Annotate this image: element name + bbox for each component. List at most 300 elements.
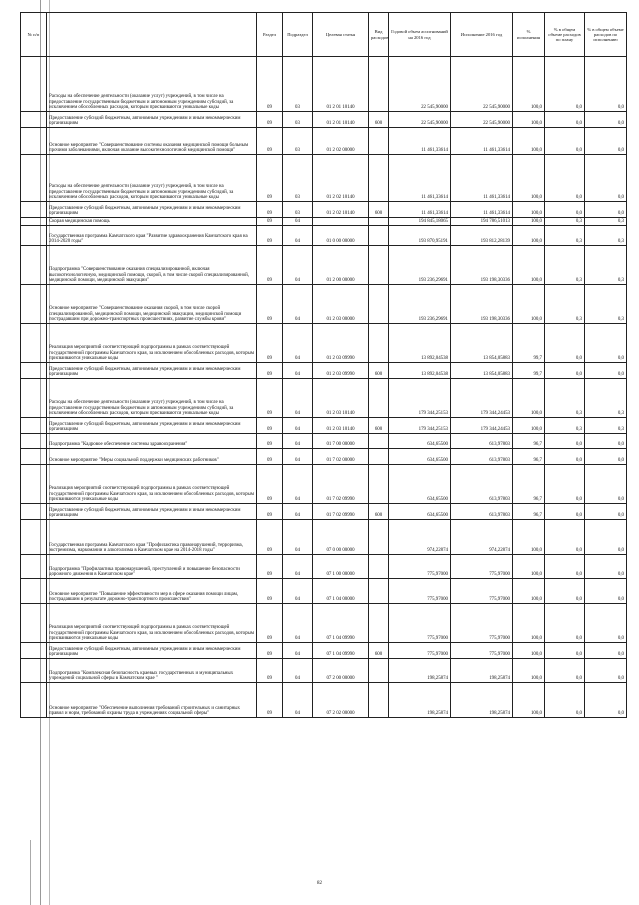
- cell-plan: 194 845,18065: [389, 218, 451, 226]
- cell-vr: 600: [369, 202, 389, 218]
- table-row: [21, 218, 627, 226]
- cell-share-isp: 0,0: [585, 643, 627, 659]
- cell-podrazdel: 04: [283, 520, 313, 555]
- table-row: [21, 155, 627, 202]
- cell-num: [21, 246, 47, 285]
- cell-name: Расходы на обеспечение деятельности (оказание услуг) учреждений, в том числе на предоставление государственным бюджетным и автономным учреждениям субсидий, за исключением обособленных расходов, которым присваиваются уникальные коды: [47, 57, 257, 112]
- cell-isp: 775,97000: [451, 555, 513, 579]
- cell-share-isp: 0,0: [585, 202, 627, 218]
- cell-pct: 100,0: [513, 379, 545, 418]
- cell-plan: 775,97000: [389, 555, 451, 579]
- cell-num: [21, 379, 47, 418]
- cell-pct: 100,0: [513, 112, 545, 128]
- cell-vr: [369, 57, 389, 112]
- cell-plan: 179 344,25153: [389, 418, 451, 434]
- cell-razdel: 09: [257, 683, 283, 718]
- cell-podrazdel: 04: [283, 659, 313, 683]
- cell-cs: 07 1 00 00000: [313, 555, 369, 579]
- cell-plan: 13 892,04538: [389, 324, 451, 363]
- cell-isp: 193 198,30336: [451, 246, 513, 285]
- table-row: [21, 226, 627, 246]
- cell-vr: [369, 604, 389, 643]
- cell-razdel: 09: [257, 246, 283, 285]
- cell-cs: 01 7 02 09990: [313, 504, 369, 520]
- cell-num: [21, 218, 47, 226]
- cell-cs: 01 7 02 00000: [313, 449, 369, 465]
- cell-razdel: 09: [257, 643, 283, 659]
- cell-podrazdel: 04: [283, 218, 313, 226]
- cell-razdel: 09: [257, 218, 283, 226]
- cell-podrazdel: 03: [283, 155, 313, 202]
- table-row: [21, 643, 627, 659]
- cell-plan: 974,22874: [389, 520, 451, 555]
- cell-plan: 775,97000: [389, 643, 451, 659]
- cell-vr: [369, 226, 389, 246]
- table-row: [21, 379, 627, 418]
- cell-podrazdel: 04: [283, 363, 313, 379]
- header-plan: Годовой объем ассигнований на 2016 год: [389, 13, 451, 57]
- cell-pct: 100,0: [513, 226, 545, 246]
- cell-name: Основное мероприятие "Обеспечение выполнения требований строительных и санитарных правил и норм, требований охраны труда в учреждениях социальной сферы": [47, 683, 257, 718]
- cell-vr: 600: [369, 643, 389, 659]
- page-number: 82: [317, 881, 322, 886]
- cell-razdel: 09: [257, 57, 283, 112]
- table-row: [21, 449, 627, 465]
- cell-cs: 07 1 04 09990: [313, 643, 369, 659]
- cell-vr: 600: [369, 504, 389, 520]
- cell-share-plan: 0,3: [545, 418, 585, 434]
- cell-share-plan: 0,0: [545, 202, 585, 218]
- cell-isp: 775,97000: [451, 643, 513, 659]
- cell-pct: 96,7: [513, 465, 545, 504]
- cell-cs: 01 2 02 10140: [313, 202, 369, 218]
- cell-podrazdel: 04: [283, 465, 313, 504]
- cell-razdel: 09: [257, 226, 283, 246]
- cell-plan: 11 461,33614: [389, 155, 451, 202]
- cell-plan: 11 461,33614: [389, 202, 451, 218]
- cell-podrazdel: 03: [283, 128, 313, 155]
- cell-razdel: 09: [257, 604, 283, 643]
- cell-isp: 193 198,30336: [451, 285, 513, 324]
- cell-podrazdel: 04: [283, 226, 313, 246]
- cell-pct: 100,0: [513, 155, 545, 202]
- cell-isp: 198,25874: [451, 683, 513, 718]
- cell-name: Основное мероприятие "Меры социальной поддержки медицинских работников": [47, 449, 257, 465]
- cell-share-plan: 0,0: [545, 555, 585, 579]
- cell-isp: 193 812,28139: [451, 226, 513, 246]
- cell-vr: [369, 465, 389, 504]
- cell-name: Предоставление субсидий бюджетным, автономным учреждениям и иным некоммерческим организациям: [47, 363, 257, 379]
- cell-razdel: 09: [257, 285, 283, 324]
- cell-pct: 99,7: [513, 363, 545, 379]
- cell-cs: 01 2 02 10140: [313, 155, 369, 202]
- cell-share-plan: 0,0: [545, 112, 585, 128]
- cell-isp: 613,97803: [451, 434, 513, 449]
- cell-vr: [369, 520, 389, 555]
- cell-num: [21, 155, 47, 202]
- cell-isp: 179 344,24453: [451, 418, 513, 434]
- cell-name: Реализация мероприятий соответствующей подпрограммы в рамках соответствующей государственной программы Камчатского края, за исключением обособленных расходов, которым присваиваются уникальные коды: [47, 604, 257, 643]
- cell-pct: 100,0: [513, 285, 545, 324]
- cell-name: Подпрограмма "Совершенствование оказания специализированной, включая высокотехнологичную, медицинской помощи, скорой, в том числе скорой специализированной, медицинской помощи, медицинской эвакуации": [47, 246, 257, 285]
- header-name: [47, 13, 257, 57]
- cell-cs: 01 2 03 09990: [313, 324, 369, 363]
- cell-pct: 100,0: [513, 659, 545, 683]
- cell-num: [21, 418, 47, 434]
- table-row: [21, 604, 627, 643]
- cell-cs: 07 2 02 00000: [313, 683, 369, 718]
- cell-share-plan: 0,0: [545, 57, 585, 112]
- cell-razdel: 09: [257, 465, 283, 504]
- cell-name: Основное мероприятие "Повышение эффективности мер в сфере оказания помощи лицам, пострадавшим в результате дорожно-транспортного происшествия": [47, 579, 257, 604]
- cell-cs: 01 2 01 10140: [313, 57, 369, 112]
- cell-num: [21, 520, 47, 555]
- cell-isp: 613,97803: [451, 504, 513, 520]
- cell-num: [21, 604, 47, 643]
- cell-podrazdel: 03: [283, 202, 313, 218]
- cell-share-plan: 0,0: [545, 363, 585, 379]
- cell-pct: 100,0: [513, 418, 545, 434]
- cell-name: Государственная программа Камчатского края "Профилактика правонарушений, терроризма, экстремизма, наркомании и алкоголизма в Камчатском крае на 2014-2018 годы": [47, 520, 257, 555]
- cell-razdel: 09: [257, 202, 283, 218]
- cell-num: [21, 226, 47, 246]
- cell-share-plan: 0,0: [545, 465, 585, 504]
- cell-vr: [369, 379, 389, 418]
- cell-plan: 11 461,33614: [389, 128, 451, 155]
- cell-isp: 22 545,90000: [451, 112, 513, 128]
- cell-cs: 01 2 03 09990: [313, 363, 369, 379]
- table-row: [21, 579, 627, 604]
- cell-vr: [369, 285, 389, 324]
- table-row: [21, 683, 627, 718]
- cell-podrazdel: 04: [283, 504, 313, 520]
- cell-razdel: 09: [257, 555, 283, 579]
- cell-razdel: 09: [257, 504, 283, 520]
- cell-share-isp: 0,3: [585, 379, 627, 418]
- cell-podrazdel: 04: [283, 555, 313, 579]
- cell-share-isp: 0,3: [585, 226, 627, 246]
- table-header-row: [21, 13, 627, 57]
- cell-razdel: 09: [257, 155, 283, 202]
- cell-name: Реализация мероприятий соответствующей подпрограммы в рамках соответствующей государственной программы Камчатского края, за исключением обособленных расходов, которым присваиваются уникальные коды: [47, 324, 257, 363]
- cell-podrazdel: 04: [283, 643, 313, 659]
- cell-share-isp: 0,3: [585, 246, 627, 285]
- cell-share-isp: 0,0: [585, 449, 627, 465]
- cell-podrazdel: 04: [283, 246, 313, 285]
- cell-isp: 11 461,33614: [451, 202, 513, 218]
- cell-name: Основное мероприятие "Совершенствование системы оказания медицинской помощи больным прочими заболеваниями, включая оказание высокотехнологичной медицинской помощи": [47, 128, 257, 155]
- cell-name: Предоставление субсидий бюджетным, автономным учреждениям и иным некоммерческим организациям: [47, 504, 257, 520]
- cell-share-plan: 0,0: [545, 604, 585, 643]
- cell-share-isp: 0,0: [585, 434, 627, 449]
- cell-cs: 01 2 03 00000: [313, 285, 369, 324]
- cell-name: Предоставление субсидий бюджетным, автономным учреждениям и иным некоммерческим организациям: [47, 202, 257, 218]
- table-row: [21, 246, 627, 285]
- cell-share-isp: 0,0: [585, 520, 627, 555]
- cell-name: Скорая медицинская помощь: [47, 218, 257, 226]
- cell-razdel: 09: [257, 324, 283, 363]
- cell-share-isp: 0,3: [585, 418, 627, 434]
- cell-share-plan: 0,3: [545, 246, 585, 285]
- header-vr: Вид расходов: [369, 13, 389, 57]
- cell-name: Подпрограмма "Комплексная безопасность краевых государственных и муниципальных учреждений социальной сферы в Камчатском крае ": [47, 659, 257, 683]
- cell-vr: 600: [369, 363, 389, 379]
- cell-vr: [369, 449, 389, 465]
- cell-isp: 13 854,05883: [451, 324, 513, 363]
- cell-share-plan: 0,0: [545, 434, 585, 449]
- cell-pct: 100,0: [513, 555, 545, 579]
- cell-plan: 775,97000: [389, 579, 451, 604]
- cell-share-plan: 0,0: [545, 449, 585, 465]
- table-row: [21, 324, 627, 363]
- cell-pct: 96,7: [513, 504, 545, 520]
- cell-isp: 11 461,33614: [451, 128, 513, 155]
- cell-share-plan: 0,0: [545, 128, 585, 155]
- header-pct: % исполнения: [513, 13, 545, 57]
- cell-pct: 100,0: [513, 683, 545, 718]
- cell-share-plan: 0,0: [545, 643, 585, 659]
- header-share-plan: % в общем объеме расходов по плану: [545, 13, 585, 57]
- cell-razdel: 09: [257, 379, 283, 418]
- budget-table: [20, 12, 627, 718]
- cell-name: Подпрограмма "Кадровое обеспечение системы здравоохранения": [47, 434, 257, 449]
- cell-cs: 07 1 04 00000: [313, 579, 369, 604]
- cell-podrazdel: 04: [283, 434, 313, 449]
- cell-share-isp: 0,3: [585, 218, 627, 226]
- cell-vr: [369, 555, 389, 579]
- cell-podrazdel: 04: [283, 418, 313, 434]
- cell-share-isp: 0,0: [585, 659, 627, 683]
- cell-vr: [369, 434, 389, 449]
- cell-name: Реализация мероприятий соответствующей подпрограммы в рамках соответствующей государственной программы Камчатского края, за исключением обособленных расходов, которым присваиваются уникальные коды: [47, 465, 257, 504]
- cell-vr: [369, 324, 389, 363]
- cell-share-isp: 0,0: [585, 363, 627, 379]
- cell-plan: 193 236,29691: [389, 246, 451, 285]
- header-podrazdel: Подраздел: [283, 13, 313, 57]
- cell-plan: 198,25874: [389, 683, 451, 718]
- cell-vr: [369, 246, 389, 285]
- cell-pct: 100,0: [513, 643, 545, 659]
- cell-name: Предоставление субсидий бюджетным, автономным учреждениям и иным некоммерческим организациям: [47, 112, 257, 128]
- cell-share-isp: 0,0: [585, 128, 627, 155]
- cell-isp: 194 786,51013: [451, 218, 513, 226]
- cell-share-plan: 0,0: [545, 324, 585, 363]
- cell-plan: 22 545,90000: [389, 112, 451, 128]
- cell-razdel: 09: [257, 659, 283, 683]
- cell-share-isp: 0,0: [585, 57, 627, 112]
- cell-vr: [369, 683, 389, 718]
- cell-podrazdel: 04: [283, 449, 313, 465]
- cell-isp: 974,22874: [451, 520, 513, 555]
- cell-razdel: 09: [257, 434, 283, 449]
- cell-name: Предоставление субсидий бюджетным, автономным учреждениям и иным некоммерческим организациям: [47, 643, 257, 659]
- cell-pct: 100,0: [513, 246, 545, 285]
- cell-plan: 13 892,04538: [389, 363, 451, 379]
- cell-razdel: 09: [257, 112, 283, 128]
- cell-share-isp: 0,0: [585, 324, 627, 363]
- cell-plan: 634,65500: [389, 465, 451, 504]
- cell-cs: 01 2 03 10140: [313, 418, 369, 434]
- cell-num: [21, 434, 47, 449]
- cell-isp: 613,97803: [451, 449, 513, 465]
- cell-pct: 100,0: [513, 57, 545, 112]
- cell-podrazdel: 04: [283, 379, 313, 418]
- cell-cs: 01 2 03 10140: [313, 379, 369, 418]
- cell-vr: [369, 128, 389, 155]
- cell-num: [21, 555, 47, 579]
- cell-cs: 01 7 00 00000: [313, 434, 369, 449]
- cell-share-isp: 0,0: [585, 579, 627, 604]
- table-row: [21, 434, 627, 449]
- cell-isp: 22 545,90000: [451, 57, 513, 112]
- header-isp: Исполнение 2016 год: [451, 13, 513, 57]
- cell-share-plan: 0,0: [545, 155, 585, 202]
- cell-name: Подпрограмма "Профилактика правонарушений, преступлений и повышение безопасности дорожного движения в Камчатском крае": [47, 555, 257, 579]
- cell-podrazdel: 04: [283, 579, 313, 604]
- cell-isp: 613,97803: [451, 465, 513, 504]
- cell-share-plan: 0,0: [545, 659, 585, 683]
- cell-num: [21, 449, 47, 465]
- cell-share-isp: 0,0: [585, 155, 627, 202]
- cell-plan: 198,25874: [389, 659, 451, 683]
- cell-razdel: 09: [257, 363, 283, 379]
- cell-share-isp: 0,0: [585, 465, 627, 504]
- table-body: [21, 57, 627, 718]
- cell-cs: 07 0 00 00000: [313, 520, 369, 555]
- cell-cs: 01 2 00 00000: [313, 246, 369, 285]
- cell-pct: 100,0: [513, 202, 545, 218]
- cell-share-plan: 0,0: [545, 520, 585, 555]
- table-row: [21, 465, 627, 504]
- cell-plan: 179 344,25153: [389, 379, 451, 418]
- cell-vr: [369, 218, 389, 226]
- cell-num: [21, 363, 47, 379]
- cell-name: Основное мероприятие "Совершенствование оказания скорой, в том числе скорой специализированной, медицинской помощи, медицинской эвакуации, медицинской помощи пострадавшим при дорожно-транспортных происшествиях, развитие службы крови": [47, 285, 257, 324]
- cell-plan: 634,65500: [389, 504, 451, 520]
- cell-num: [21, 504, 47, 520]
- cell-num: [21, 659, 47, 683]
- cell-vr: [369, 659, 389, 683]
- cell-plan: 634,65500: [389, 434, 451, 449]
- cell-razdel: 09: [257, 579, 283, 604]
- cell-isp: 775,97000: [451, 604, 513, 643]
- cell-plan: 775,97000: [389, 604, 451, 643]
- cell-share-plan: 0,3: [545, 285, 585, 324]
- cell-share-isp: 0,0: [585, 604, 627, 643]
- cell-name: Расходы на обеспечение деятельности (оказание услуг) учреждений, в том числе на предоставление государственным бюджетным и автономным учреждениям субсидий, за исключением обособленных расходов, которым присваиваются уникальные коды: [47, 379, 257, 418]
- cell-cs: [313, 218, 369, 226]
- cell-num: [21, 112, 47, 128]
- cell-share-isp: 0,0: [585, 112, 627, 128]
- cell-num: [21, 643, 47, 659]
- cell-vr: [369, 579, 389, 604]
- header-share-isp: % в общем объеме расходов по исполнению: [585, 13, 627, 57]
- cell-share-plan: 0,0: [545, 504, 585, 520]
- cell-vr: 600: [369, 112, 389, 128]
- cell-share-isp: 0,0: [585, 683, 627, 718]
- cell-podrazdel: 04: [283, 604, 313, 643]
- cell-cs: 01 2 01 10140: [313, 112, 369, 128]
- cell-share-plan: 0,3: [545, 226, 585, 246]
- cell-pct: 100,0: [513, 579, 545, 604]
- cell-share-plan: 0,3: [545, 379, 585, 418]
- cell-cs: 07 2 00 00000: [313, 659, 369, 683]
- cell-vr: [369, 155, 389, 202]
- cell-cs: 07 1 04 09990: [313, 604, 369, 643]
- cell-num: [21, 579, 47, 604]
- cell-isp: 198,25874: [451, 659, 513, 683]
- cell-num: [21, 57, 47, 112]
- cell-name: Предоставление субсидий бюджетным, автономным учреждениям и иным некоммерческим организациям: [47, 418, 257, 434]
- cell-plan: 193 870,95191: [389, 226, 451, 246]
- table-row: [21, 202, 627, 218]
- cell-razdel: 09: [257, 418, 283, 434]
- cell-razdel: 09: [257, 128, 283, 155]
- cell-plan: 22 545,90000: [389, 57, 451, 112]
- cell-share-isp: 0,0: [585, 555, 627, 579]
- cell-plan: 634,65500: [389, 449, 451, 465]
- cell-num: [21, 202, 47, 218]
- cell-cs: 01 2 02 00000: [313, 128, 369, 155]
- cell-podrazdel: 03: [283, 57, 313, 112]
- cell-pct: 100,0: [513, 604, 545, 643]
- cell-num: [21, 465, 47, 504]
- cell-podrazdel: 04: [283, 683, 313, 718]
- cell-num: [21, 683, 47, 718]
- cell-pct: 96,7: [513, 449, 545, 465]
- table-row: [21, 504, 627, 520]
- cell-pct: 100,0: [513, 128, 545, 155]
- cell-name: Государственная программа Камчатского края "Развитие здравоохранения Камчатского края на 2014-2020 годы": [47, 226, 257, 246]
- header-razdel: Раздел: [257, 13, 283, 57]
- cell-pct: 100,0: [513, 218, 545, 226]
- table-row: [21, 57, 627, 112]
- cell-plan: 193 236,29691: [389, 285, 451, 324]
- table-row: [21, 520, 627, 555]
- cell-pct: 100,0: [513, 520, 545, 555]
- cell-razdel: 09: [257, 449, 283, 465]
- cell-vr: 600: [369, 418, 389, 434]
- cell-pct: 96,7: [513, 434, 545, 449]
- cell-podrazdel: 04: [283, 324, 313, 363]
- cell-share-plan: 0,3: [545, 218, 585, 226]
- header-cs: Целевая статья: [313, 13, 369, 57]
- table-row: [21, 112, 627, 128]
- cell-num: [21, 324, 47, 363]
- header-num: № п/п: [21, 13, 47, 57]
- binding-mark: [30, 840, 31, 905]
- cell-share-isp: 0,3: [585, 285, 627, 324]
- table-row: [21, 363, 627, 379]
- cell-share-plan: 0,0: [545, 579, 585, 604]
- cell-isp: 775,97000: [451, 579, 513, 604]
- cell-num: [21, 128, 47, 155]
- cell-num: [21, 285, 47, 324]
- table-row: [21, 128, 627, 155]
- cell-isp: 13 854,05883: [451, 363, 513, 379]
- table-row: [21, 418, 627, 434]
- cell-cs: 01 7 02 09990: [313, 465, 369, 504]
- cell-isp: 11 461,33614: [451, 155, 513, 202]
- cell-pct: 99,7: [513, 324, 545, 363]
- cell-podrazdel: 03: [283, 112, 313, 128]
- cell-share-isp: 0,0: [585, 504, 627, 520]
- table-row: [21, 659, 627, 683]
- table-row: [21, 285, 627, 324]
- cell-isp: 179 344,24453: [451, 379, 513, 418]
- cell-podrazdel: 04: [283, 285, 313, 324]
- cell-cs: 01 0 00 00000: [313, 226, 369, 246]
